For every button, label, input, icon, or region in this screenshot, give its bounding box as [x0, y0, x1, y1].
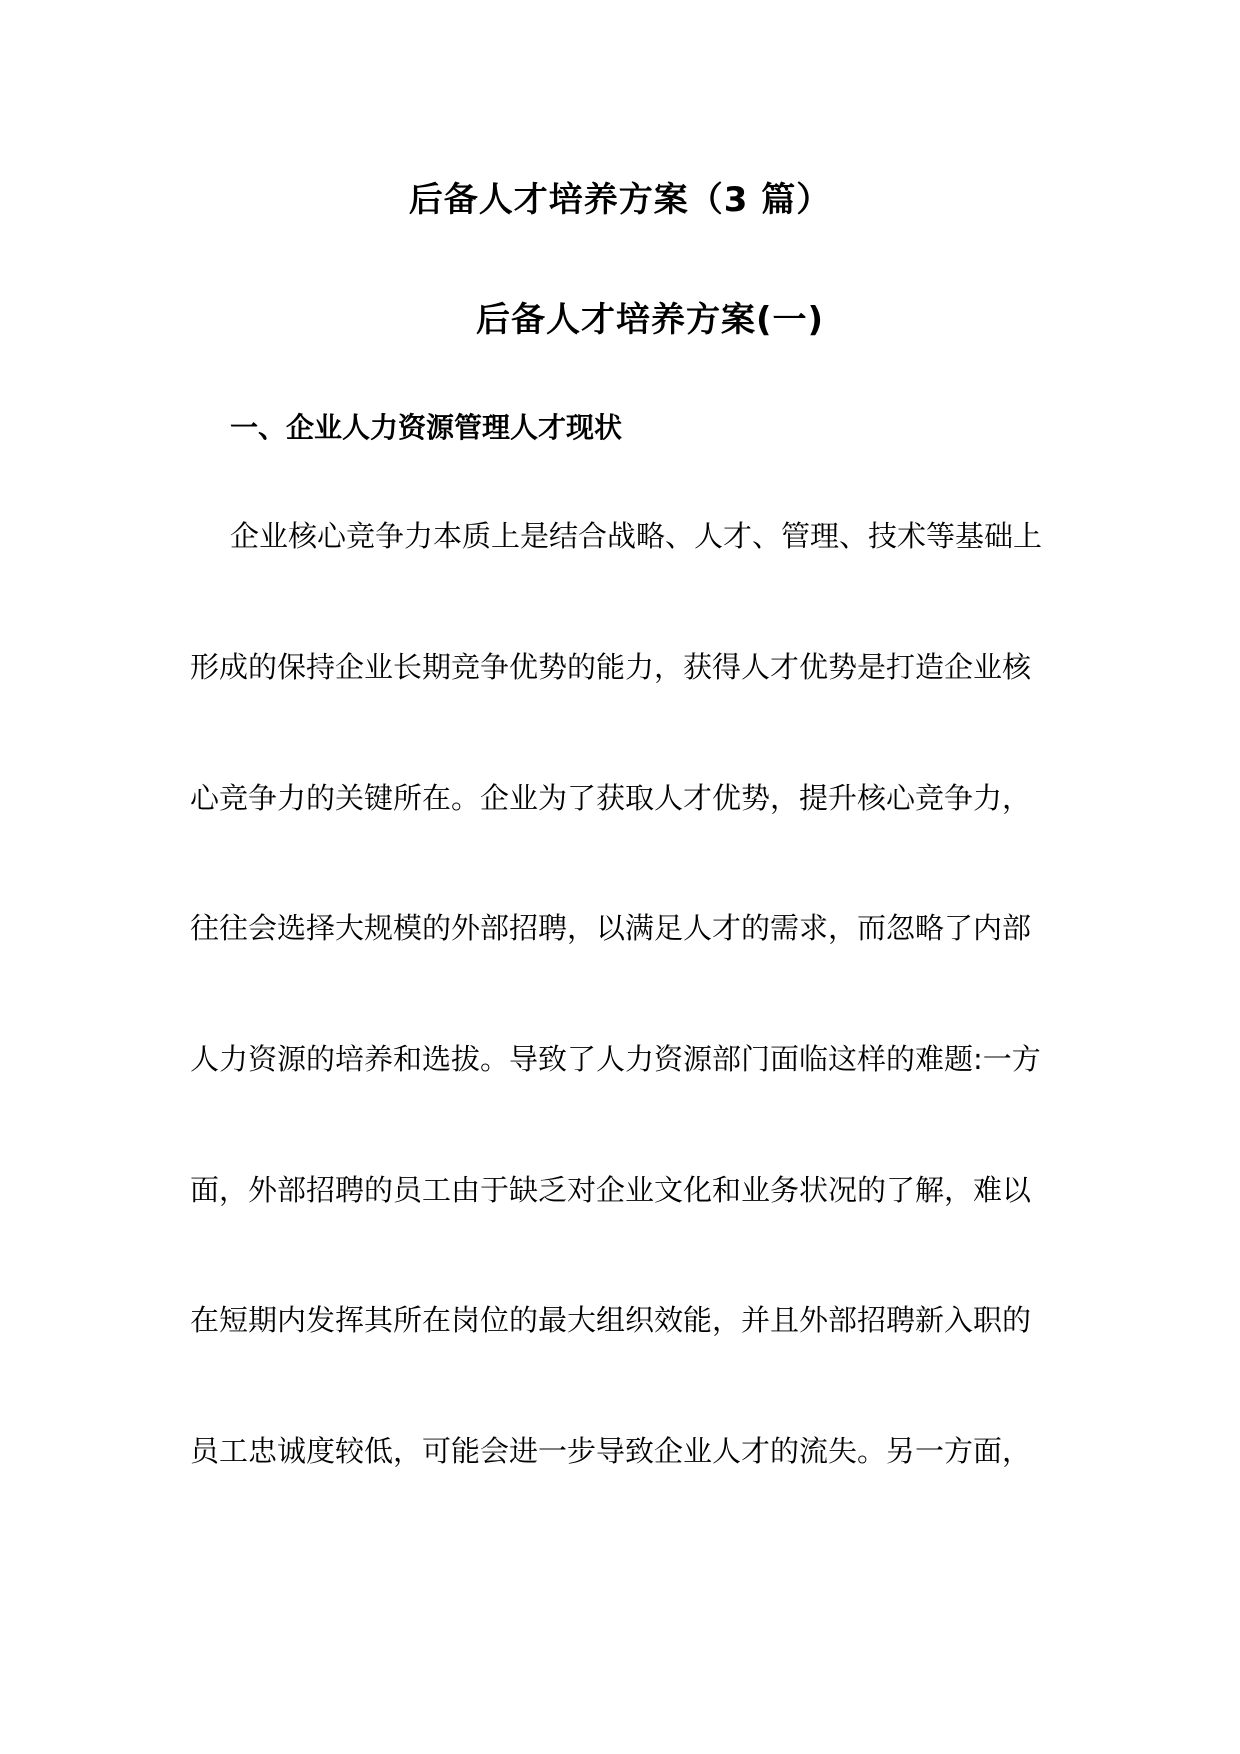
section-heading: 一、企业人力资源管理人才现状: [230, 411, 623, 444]
paragraph-line: 心竞争力的关键所在。企业为了获取人才优势，提升核心竞争力，: [190, 781, 1032, 815]
paragraph-line: 企业核心竞争力本质上是结合战略、人才、管理、技术等基础上: [230, 519, 1043, 553]
paragraph-line: 往往会选择大规模的外部招聘，以满足人才的需求，而忽略了内部: [190, 911, 1032, 945]
paragraph-line: 员工忠诚度较低，可能会进一步导致企业人才的流失。另一方面，: [190, 1434, 1032, 1468]
paragraph-line: 形成的保持企业长期竞争优势的能力，获得人才优势是打造企业核: [190, 650, 1032, 684]
paragraph-line: 在短期内发挥其所在岗位的最大组织效能，并且外部招聘新入职的: [190, 1303, 1032, 1337]
document-title: 后备人才培养方案（3 篇）: [408, 180, 832, 220]
paragraph-line: 人力资源的培养和选拔。导致了人力资源部门面临这样的难题:一方: [190, 1042, 1041, 1076]
document-subtitle: 后备人才培养方案(一): [475, 300, 825, 340]
paragraph-line: 面，外部招聘的员工由于缺乏对企业文化和业务状况的了解，难以: [190, 1173, 1032, 1207]
